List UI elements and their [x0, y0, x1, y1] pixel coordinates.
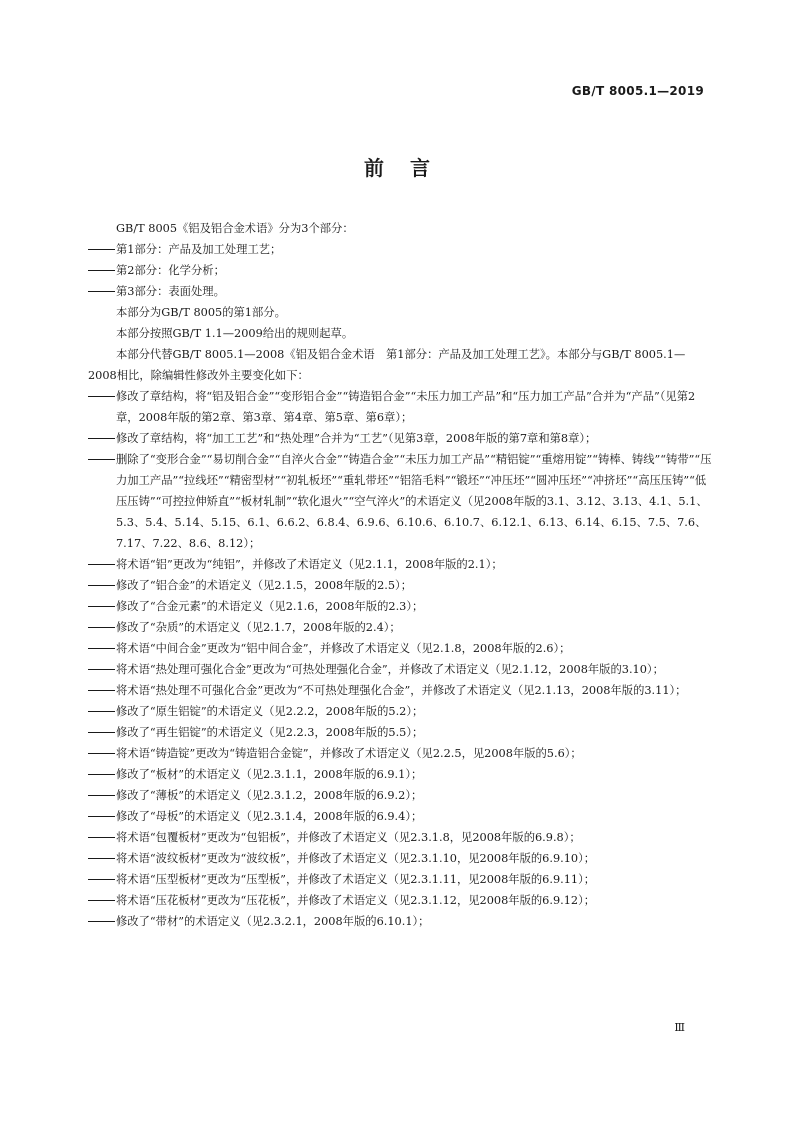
dash-marker	[88, 260, 116, 281]
dash-marker	[88, 722, 116, 743]
change-item	[88, 659, 712, 680]
change-item	[88, 386, 712, 428]
part-item	[88, 239, 712, 260]
change-item	[88, 449, 712, 554]
dash-marker	[88, 743, 116, 764]
change-item-text: 修改了“杂质”的术语定义（见2.1.7，2008年版的2.4）；	[116, 621, 401, 634]
change-item	[88, 701, 712, 722]
part-item-text: 第1部分：产品及加工处理工艺；	[116, 243, 282, 256]
change-item	[88, 554, 712, 575]
dash-marker	[88, 281, 116, 302]
page-title: 前言	[364, 156, 456, 180]
document-code: GB/T 8005.1—2019	[571, 84, 704, 98]
change-item	[88, 890, 712, 911]
foreword-body	[88, 218, 712, 932]
dash-marker	[88, 848, 116, 869]
dash-marker	[88, 239, 116, 260]
dash-marker	[88, 575, 116, 596]
dash-marker	[88, 554, 116, 575]
dash-marker	[88, 827, 116, 848]
change-item	[88, 827, 712, 848]
change-item-text: 修改了“合金元素”的术语定义（见2.1.6，2008年版的2.3）；	[116, 600, 424, 613]
change-item	[88, 575, 712, 596]
change-item-text: 将术语“热处理可强化合金”更改为“可热处理强化合金”，并修改了术语定义（见2.1.12，2008年版的3.10）；	[116, 663, 664, 676]
change-item-text: 修改了“薄板”的术语定义（见2.3.1.2，2008年版的6.9.2）；	[116, 789, 423, 802]
change-item	[88, 911, 712, 932]
change-item-text: 修改了“再生铝锭”的术语定义（见2.2.3，2008年版的5.5）；	[116, 726, 424, 739]
change-item	[88, 596, 712, 617]
dash-marker	[88, 785, 116, 806]
dash-marker	[88, 596, 116, 617]
dash-marker	[88, 764, 116, 785]
change-item	[88, 764, 712, 785]
change-item-text: 修改了“带材”的术语定义（见2.3.2.1，2008年版的6.10.1）；	[116, 915, 430, 928]
change-item-text: 修改了章结构，将“加工工艺”和“热处理”合并为“工艺”（见第3章，2008年版的第7章和第8章）；	[116, 432, 597, 445]
dash-marker	[88, 869, 116, 890]
dash-marker	[88, 911, 116, 932]
page-number: Ⅲ	[674, 1021, 684, 1034]
change-item-text: 修改了“铝合金”的术语定义（见2.1.5，2008年版的2.5）；	[116, 579, 413, 592]
dash-marker	[88, 449, 116, 554]
change-item-text: 将术语“波纹板材”更改为“波纹板”，并修改了术语定义（见2.3.1.10，见2008年版的6.9.10）；	[116, 852, 596, 865]
dash-marker	[88, 428, 116, 449]
change-item-text: 将术语“包覆板材”更改为“包铝板”，并修改了术语定义（见2.3.1.8，见2008年版的6.9.8）；	[116, 831, 581, 844]
part-item	[88, 281, 712, 302]
change-item-text: 将术语“热处理不可强化合金”更改为“不可热处理强化合金”，并修改了术语定义（见2.1.13，2008年版的3.11）；	[116, 684, 687, 697]
dash-marker	[88, 638, 116, 659]
change-item	[88, 806, 712, 827]
intro-paragraph: GB/T 8005《铝及铝合金术语》分为3个部分：	[116, 222, 354, 235]
change-item	[88, 743, 712, 764]
change-item-text: 将术语“压型板材”更改为“压型板”，并修改了术语定义（见2.3.1.11，见2008年版的6.9.11）；	[116, 873, 596, 886]
change-item	[88, 869, 712, 890]
change-item-text: 修改了“母板”的术语定义（见2.3.1.4，2008年版的6.9.4）；	[116, 810, 423, 823]
change-item	[88, 428, 712, 449]
dash-marker	[88, 617, 116, 638]
change-item-text: 修改了“板材”的术语定义（见2.3.1.1，2008年版的6.9.1）；	[116, 768, 423, 781]
change-item-text: 将术语“中间合金”更改为“铝中间合金”，并修改了术语定义（见2.1.8，2008年版的2.6）；	[116, 642, 571, 655]
change-item-text: 将术语“铸造锭”更改为“铸造铝合金锭”，并修改了术语定义（见2.2.5，见2008年版的5.6）；	[116, 747, 582, 760]
dash-marker	[88, 701, 116, 722]
change-item	[88, 848, 712, 869]
change-item	[88, 617, 712, 638]
dash-marker	[88, 680, 116, 701]
change-item	[88, 638, 712, 659]
change-item	[88, 722, 712, 743]
part-item-text: 第2部分：化学分析；	[116, 264, 225, 277]
dash-marker	[88, 386, 116, 428]
change-item	[88, 680, 712, 701]
dash-marker	[88, 890, 116, 911]
dash-marker	[88, 806, 116, 827]
statement-paragraph: 本部分代替GB/T 8005.1—2008《铝及铝合金术语 第1部分：产品及加工处理工艺》。本部分与GB/T 8005.1—2008相比，除编辑性修改外主要变化如下：	[88, 348, 686, 382]
change-item	[88, 785, 712, 806]
change-item-text: 修改了“原生铝锭”的术语定义（见2.2.2，2008年版的5.2）；	[116, 705, 424, 718]
dash-marker	[88, 659, 116, 680]
change-item-text: 将术语“铝”更改为“纯铝”，并修改了术语定义（见2.1.1，2008年版的2.1）；	[116, 558, 503, 571]
part-item-text: 第3部分：表面处理。	[116, 285, 225, 298]
change-item-text: 将术语“压花板材”更改为“压花板”，并修改了术语定义（见2.3.1.12，见2008年版的6.9.12）；	[116, 894, 596, 907]
change-item-text: 删除了“变形合金”“易切削合金”“自淬火合金”“铸造合金”“未压力加工产品”“精铝锭”“重熔用锭”“铸棒、铸线”“铸带”“压力加工产品”“拉线坯”“精密型材”“初轧板坯”“重轧带坯”“铝箔毛料”“锻坯”“冲压坯”“圆冲压坯”“冲挤坯”“高压压铸”“低压压铸”“可控拉伸矫直”“板材轧制”“软化退火”“空气淬火”的术语定义（见2008年版的3.1、3.12、3.13、4.1、5.1、5.3、5.4、5.14、5.15、6.1、6.6.2、6.8.4、6.9.6、6.10.6、6.10.7、6.12.1、6.13、6.14、6.15、7.5、7.6、7.17、7.22、8.6、8.12）；	[116, 453, 712, 550]
part-item	[88, 260, 712, 281]
statement-paragraph: 本部分为GB/T 8005的第1部分。	[116, 306, 286, 319]
statement-paragraph: 本部分按照GB/T 1.1—2009给出的规则起草。	[116, 327, 354, 340]
change-item-text: 修改了章结构，将“铝及铝合金”“变形铝合金”“铸造铝合金”“未压力加工产品”和“压力加工产品”合并为“产品”（见第2章，2008年版的第2章、第3章、第4章、第5章、第6章）；	[116, 390, 696, 424]
